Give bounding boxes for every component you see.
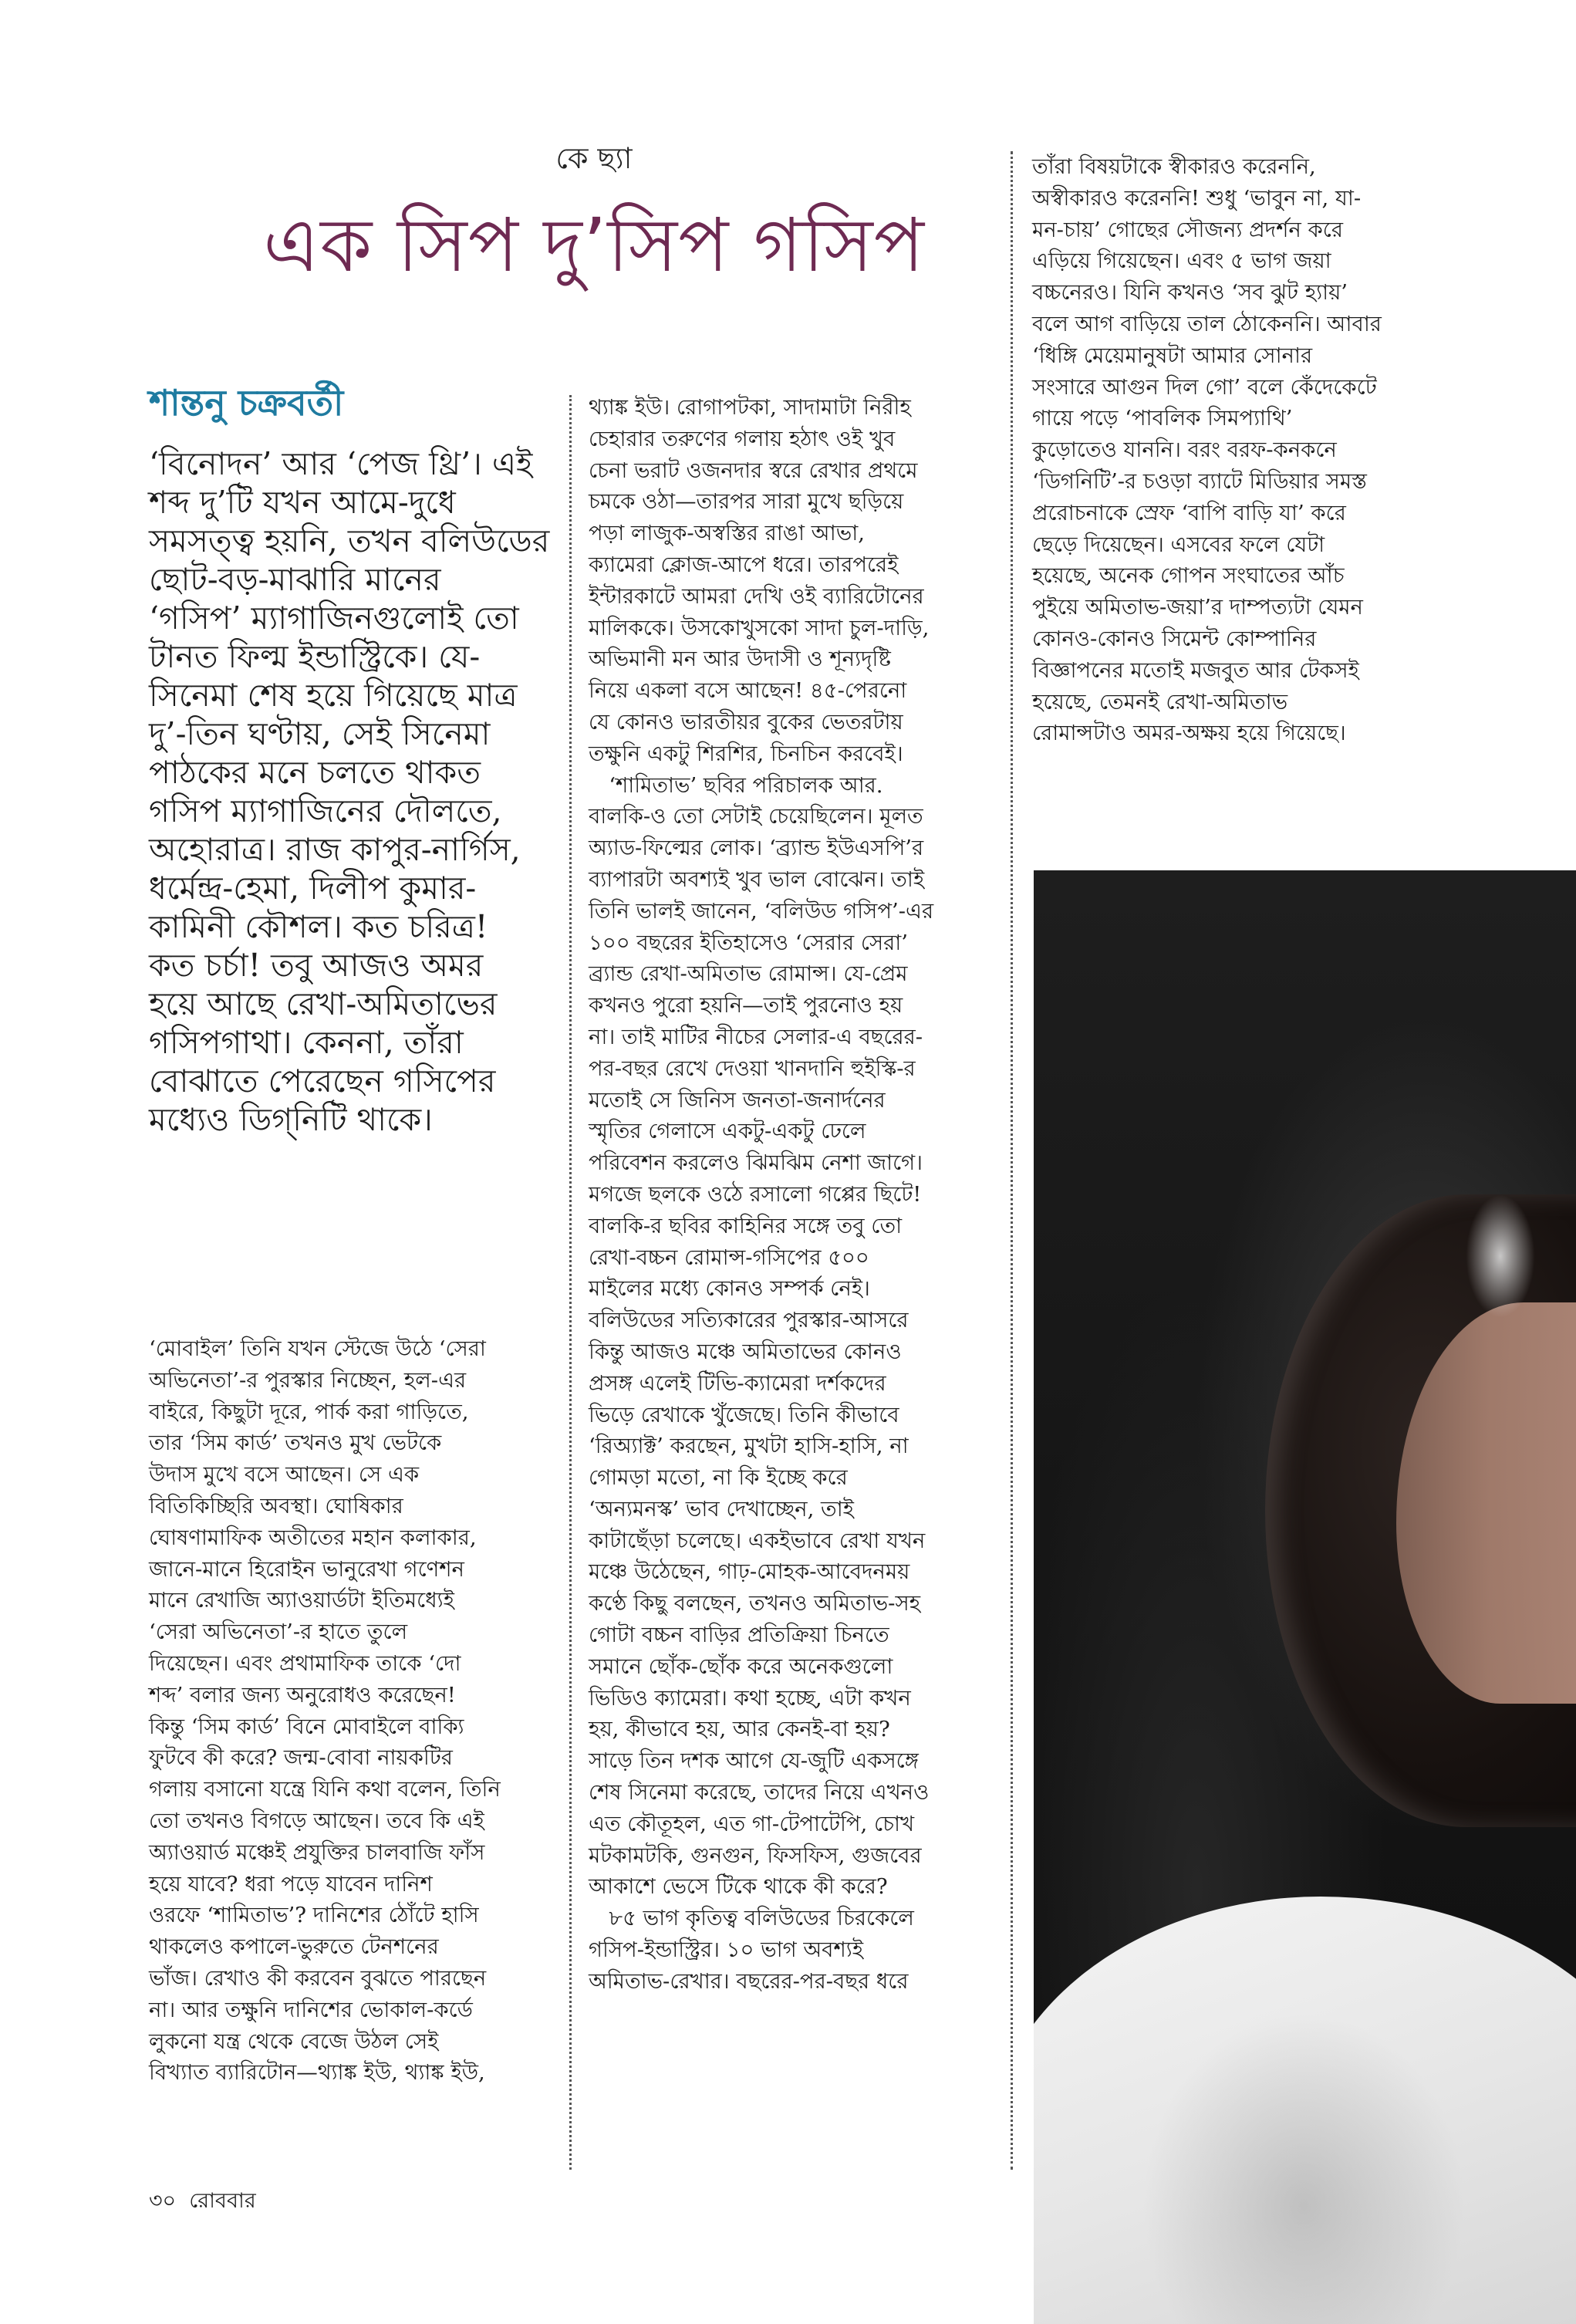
text-line: ‘ডিগনিটি’-র চওড়া ব্যাটে মিডিয়ার সমস্ত bbox=[1032, 468, 1367, 494]
text-line: মগজে ছলকে ওঠে রসালো গপ্পের ছিটে! bbox=[589, 1181, 922, 1207]
text-line: প্রসঙ্গ এলেই টিভি-ক্যামেরা দর্শকদের bbox=[589, 1370, 886, 1396]
text-line: হয়ে যাবে? ধরা পড়ে যাবেন দানিশ bbox=[149, 1871, 433, 1897]
text-line: মাইলের মধ্যে কোনও সম্পর্ক নেই। bbox=[589, 1276, 870, 1302]
text-line: কত চর্চা! তবু আজও অমর bbox=[149, 947, 484, 984]
lead-paragraph bbox=[149, 444, 550, 1139]
text-line: চমকে ওঠা—তারপর সারা মুখে ছড়িয়ে bbox=[589, 489, 904, 515]
photo-highlight bbox=[1466, 1194, 1535, 1318]
text-line: রোমান্সটাও অমর-অক্ষয় হয়ে গিয়েছে। bbox=[1032, 721, 1346, 746]
text-line: সমসত্ত্ব হয়নি, তখন বলিউডের bbox=[149, 522, 550, 559]
text-line: মটকামটকি, গুনগুন, ফিসফিস, গুজবের bbox=[589, 1843, 922, 1868]
text-line: ‘গসিপ’ ম্যাগাজিনগুলোই তো bbox=[149, 600, 519, 637]
column-3 bbox=[1032, 151, 1441, 749]
text-line: বালকি-র ছবির কাহিনির সঙ্গে তবু তো bbox=[589, 1213, 903, 1238]
byline: শান্তনু চক্রবর্তী bbox=[149, 382, 344, 424]
text-line: মানে রেখাজি অ্যাওয়ার্ডটা ইতিমধ্যেই bbox=[149, 1588, 454, 1613]
text-line: ‘রিঅ্যাক্ট’ করছেন, মুখটা হাসি-হাসি, না bbox=[589, 1434, 909, 1459]
text-line: গলায় বসানো যন্ত্রে যিনি কথা বলেন, তিনি bbox=[149, 1777, 501, 1802]
text-line: কুড়োতেও যাননি। বরং বরফ-কনকনে bbox=[1032, 437, 1337, 463]
text-line: কণ্ঠে কিছু বলছেন, তখনও অমিতাভ-সহ bbox=[589, 1591, 921, 1616]
text-line: পরিবেশন করলেও ঝিমঝিম নেশা জাগে। bbox=[589, 1150, 923, 1176]
text-line: ‘ধিঙ্গি মেয়েমানুষটা আমার সোনার bbox=[1032, 343, 1313, 368]
text-line: গসিপ-ইন্ডাস্ট্রির। ১০ ভাগ অবশ্যই bbox=[589, 1937, 864, 1963]
text-line: শব্দ’ বলার জন্য অনুরোধও করেছেন! bbox=[149, 1682, 456, 1708]
text-line: না। তাই মাটির নীচের সেলার-এ বছরের- bbox=[589, 1024, 923, 1049]
text-line: রেখা-বচ্চন রোমান্স-গসিপের ৫০০ bbox=[589, 1245, 869, 1270]
text-line: অভিমানী মন আর উদাসী ও শূন্যদৃষ্টি bbox=[589, 647, 891, 672]
kicker: কে ছ্যা bbox=[555, 141, 633, 175]
text-line: শেষ সিনেমা করেছে, তাদের নিয়ে এখনও bbox=[589, 1780, 930, 1805]
text-line: ছোট-বড়-মাঝারি মানের bbox=[149, 561, 441, 598]
text-line: তিনি ভালই জানেন, ‘বলিউড গসিপ’-এর bbox=[589, 898, 934, 924]
text-line: গোটা বচ্চন বাড়ির প্রতিক্রিয়া চিনতে bbox=[589, 1623, 889, 1648]
text-line: অ্যাওয়ার্ড মঞ্চেই প্রযুক্তির চালবাজি ফাঁস bbox=[149, 1839, 485, 1865]
text-line: স্মৃতির গেলাসে একটু-একটু ঢেলে bbox=[589, 1119, 866, 1144]
text-line: গসিপ ম্যাগাজিনের দৌলতে, bbox=[149, 792, 502, 829]
text-line: চেহারার তরুণের গলায় হঠাৎ ওই খুব bbox=[589, 426, 896, 451]
text-line: আকাশে ভেসে টিকে থাকে কী করে? bbox=[589, 1874, 888, 1900]
text-line: তক্ষুনি একটু শিরশির, চিনচিন করবেই। bbox=[589, 741, 903, 766]
text-line: বিতিকিচ্ছিরি অবস্থা। ঘোষিকার bbox=[149, 1493, 403, 1518]
text-line: ১০০ বছরের ইতিহাসেও ‘সেরার সেরা’ bbox=[589, 930, 908, 955]
text-line: গায়ে পড়ে ‘পাবলিক সিমপ্যাথি’ bbox=[1032, 406, 1293, 431]
text-line: ‘অন্যমনস্ক’ ভাব দেখাচ্ছেন, তাই bbox=[589, 1496, 854, 1522]
magazine-name: রোববার bbox=[189, 2189, 256, 2213]
column-rule-1 bbox=[569, 395, 572, 2170]
text-line: ভিডিও ক্যামেরা। কথা হচ্ছে, এটা কখন bbox=[589, 1685, 911, 1711]
text-line: মঞ্চে উঠেছেন, গাঢ়-মোহক-আবেদনময় bbox=[589, 1559, 910, 1585]
text-line: গোমড়া মতো, না কি ইচ্ছে করে bbox=[589, 1465, 848, 1491]
text-line: বিখ্যাত ব্যারিটোন—থ্যাঙ্ক ইউ, থ্যাঙ্ক ইউ, bbox=[149, 2060, 485, 2086]
text-line: সমানে ছোঁক-ছোঁক করে অনেকগুলো bbox=[589, 1653, 893, 1679]
text-line: প্ররোচনাকে স্রেফ ‘বাপি বাড়ি যা’ করে bbox=[1032, 500, 1346, 525]
text-line: পাঠকের মনে চলতে থাকত bbox=[149, 754, 481, 791]
portrait-photo bbox=[1034, 870, 1576, 2324]
page-footer bbox=[149, 2185, 380, 2220]
text-line: কাটাছেঁড়া চলেছে। একইভাবে রেখা যখন bbox=[589, 1528, 926, 1553]
text-line: এড়িয়ে গিয়েছেন। এবং ৫ ভাগ জয়া bbox=[1032, 248, 1331, 274]
column-1 bbox=[149, 1333, 550, 2089]
text-line: অভিনেতা’-র পুরস্কার নিচ্ছেন, হল-এর bbox=[149, 1367, 467, 1393]
text-line: সাড়ে তিন দশক আগে যে-জুটি একসঙ্গে bbox=[589, 1748, 919, 1774]
text-line: পড়া লাজুক-অস্বস্তির রাঙা আভা, bbox=[589, 521, 865, 546]
text-line: বিজ্ঞাপনের মতোই মজবুত আর টেকসই bbox=[1032, 657, 1359, 683]
text-line: বোঝাতে পেরেছেন গসিপের bbox=[149, 1062, 496, 1100]
text-line: তো তখনও বিগড়ে আছেন। তবে কি এই bbox=[149, 1808, 484, 1833]
text-line: ক্যামেরা ক্লোজ-আপে ধরে। তারপরেই bbox=[589, 552, 899, 577]
text-line: থাকলেও কপালে-ভুরুতে টেনশনের bbox=[149, 1934, 439, 1960]
text-line: ‘শামিতাভ’ ছবির পরিচালক আর. bbox=[589, 772, 883, 798]
text-line: কোনও-কোনও সিমেন্ট কোম্পানির bbox=[1032, 626, 1317, 651]
text-line: বালকি-ও তো সেটাই চেয়েছিলেন। মূলত bbox=[589, 804, 923, 829]
text-line: ধর্মেন্দ্র-হেমা, দিলীপ কুমার- bbox=[149, 870, 477, 907]
text-line: তাঁরা বিষয়টাকে স্বীকারও করেননি, bbox=[1032, 154, 1316, 179]
text-line: বলিউডের সত্যিকারের পুরস্কার-আসরে bbox=[589, 1308, 909, 1333]
text-line: বচ্চনেরও। যিনি কখনও ‘সব ঝুট হ্যায়’ bbox=[1032, 280, 1348, 306]
text-line: হয়েছে, তেমনই রেখা-অমিতাভ bbox=[1032, 689, 1288, 714]
headline: এক সিপ দু’সিপ গসিপ bbox=[263, 202, 925, 289]
text-line: ওরফে ‘শামিতাভ’? দানিশের ঠোঁটে হাসি bbox=[149, 1903, 479, 1928]
text-line: পুইয়ে অমিতাভ-জয়া’র দাম্পত্যটা যেমন bbox=[1032, 595, 1363, 620]
text-line: অমিতাভ-রেখার। বছরের-পর-বছর ধরে bbox=[589, 1968, 909, 1994]
text-line: সংসারে আগুন দিল গো’ বলে কেঁদেকেটে bbox=[1032, 374, 1377, 400]
column-2 bbox=[589, 392, 990, 1998]
text-line: চেনা ভরাট ওজনদার স্বরে রেখার প্রথমে bbox=[589, 458, 918, 483]
text-line: নিয়ে একলা বসে আছেন! ৪৫-পেরনো bbox=[589, 678, 907, 704]
text-line: ব্যাপারটা অবশ্যই খুব ভাল বোঝেন। তাই bbox=[589, 866, 925, 892]
text-line: যে কোনও ভারতীয়র বুকের ভেতরটায় bbox=[589, 709, 903, 735]
text-line: দিয়েছেন। এবং প্রথামাফিক তাকে ‘দো bbox=[149, 1650, 461, 1676]
text-line: গসিপগাথা। কেননা, তাঁরা bbox=[149, 1024, 464, 1061]
text-line: লুকনো যন্ত্র থেকে বেজে উঠল সেই bbox=[149, 2028, 439, 2054]
text-line: ইন্টারকাটে আমরা দেখি ওই ব্যারিটোনের bbox=[589, 583, 924, 609]
text-line: মালিককে। উসকোখুসকো সাদা চুল-দাড়ি, bbox=[589, 615, 930, 640]
text-line: উদাস মুখে বসে আছেন। সে এক bbox=[149, 1462, 420, 1488]
text-line: ‘বিনোদন’ আর ‘পেজ থ্রি’। এই bbox=[149, 445, 533, 482]
text-line: অ্যাড-ফিল্মের লোক। ‘ব্র্যান্ড ইউএসপি’র bbox=[589, 836, 924, 861]
text-line: কিন্তু আজও মঞ্চে অমিতাভের কোনও bbox=[589, 1339, 902, 1364]
text-line: মতোই সে জিনিস জনতা-জনার্দনের bbox=[589, 1087, 886, 1113]
text-line: হয়, কীভাবে হয়, আর কেনই-বা হয়? bbox=[589, 1717, 890, 1742]
text-line: এত কৌতূহল, এত গা-টেপাটেপি, চোখ bbox=[589, 1811, 915, 1836]
text-line: ‘মোবাইল’ তিনি যখন স্টেজে উঠে ‘সেরা bbox=[149, 1336, 486, 1361]
text-line: কখনও পুরো হয়নি—তাই পুরনোও হয় bbox=[589, 993, 903, 1018]
text-line: ভিড়ে রেখাকে খুঁজেছে। তিনি কীভাবে bbox=[589, 1402, 899, 1427]
text-line: ‘সেরা অভিনেতা’-র হাতে তুলে bbox=[149, 1620, 408, 1645]
text-line: মধ্যেও ডিগ্‌নিটি থাকে। bbox=[149, 1101, 433, 1138]
text-line: অহোরাত্র। রাজ কাপুর-নার্গিস, bbox=[149, 831, 521, 868]
text-line: কিন্তু ‘সিম কার্ড’ বিনে মোবাইলে বাক্যি bbox=[149, 1714, 464, 1739]
text-line: হয়েছে, অনেক গোপন সংঘাতের আঁচ bbox=[1032, 563, 1345, 589]
text-line: বলে আগ বাড়িয়ে তাল ঠোকেননি। আবার bbox=[1032, 311, 1382, 336]
text-line: জানে-মানে হিরোইন ভানুরেখা গণেশন bbox=[149, 1556, 464, 1582]
text-line: বাইরে, কিছুটা দূরে, পার্ক করা গাড়িতে, bbox=[149, 1399, 469, 1424]
text-line: অস্বীকারও করেননি! শুধু ‘ভাবুন না, যা- bbox=[1032, 185, 1362, 211]
text-line: থ্যাঙ্ক ইউ। রোগাপটকা, সাদামাটা নিরীহ bbox=[589, 395, 911, 420]
text-line: ফুটবে কী করে? জন্ম-বোবা নায়কটির bbox=[149, 1745, 453, 1771]
text-line: কামিনী কৌশল। কত চরিত্র! bbox=[149, 908, 488, 945]
text-line: না। আর তক্ষুনি দানিশের ভোকাল-কর্ডে bbox=[149, 1997, 473, 2022]
text-line: তার ‘সিম কার্ড’ তখনও মুখ ভেটকে bbox=[149, 1431, 442, 1456]
text-line: ঘোষণামাফিক অতীতের মহান কলাকার, bbox=[149, 1525, 477, 1550]
text-line: শব্দ দু’টি যখন আমে-দুধে bbox=[149, 484, 456, 521]
text-line: হয়ে আছে রেখা-অমিতাভের bbox=[149, 985, 498, 1022]
column-rule-2 bbox=[1011, 151, 1013, 2170]
text-line: ছেড়ে দিয়েছেন। এসবের ফলে যেটা bbox=[1032, 532, 1325, 557]
text-line: ভাঁজ। রেখাও কী করবেন বুঝতে পারছেন bbox=[149, 1965, 487, 1991]
text-line: দু’-তিন ঘণ্টায়, সেই সিনেমা bbox=[149, 715, 491, 752]
text-line: পর-বছর রেখে দেওয়া খানদানি হুইস্কি-র bbox=[589, 1056, 916, 1081]
text-line: ৮৫ ভাগ কৃতিত্ব বলিউডের চিরকেলে bbox=[589, 1906, 914, 1931]
text-line: মন-চায়’ গোছের সৌজন্য প্রদর্শন করে bbox=[1032, 217, 1343, 242]
text-line: টানত ফিল্ম ইন্ডাস্ট্রিকে। যে- bbox=[149, 638, 481, 675]
text-line: ব্র্যান্ড রেখা-অমিতাভ রোমান্স। যে-প্রেম bbox=[589, 961, 908, 987]
page-number: ৩০ bbox=[149, 2189, 177, 2213]
text-line: সিনেমা শেষ হয়ে গিয়েছে মাত্র bbox=[149, 677, 518, 714]
